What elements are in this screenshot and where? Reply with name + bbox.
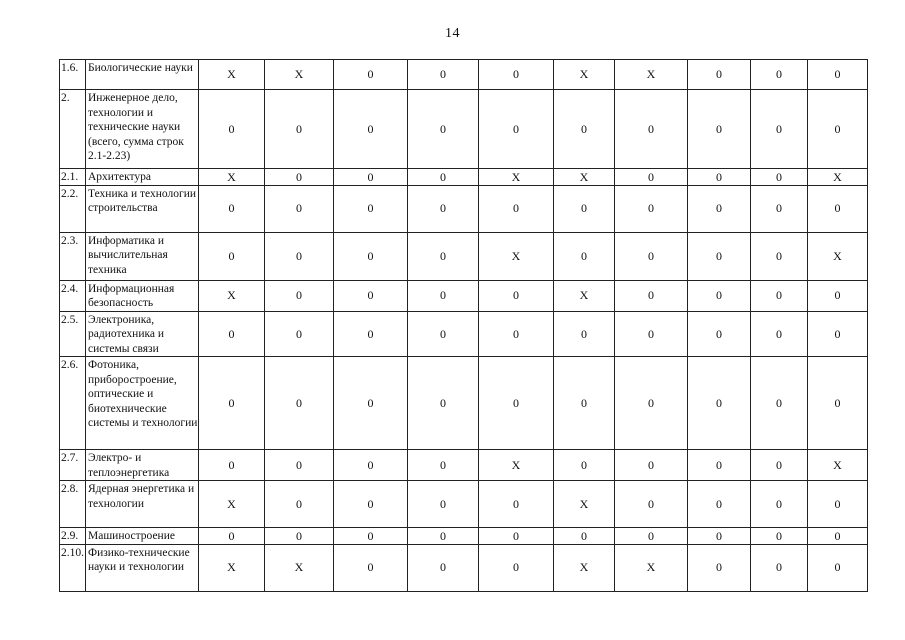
table-cell: 0 [408,185,479,232]
table-cell: 0 [334,544,408,591]
table-cell: 0 [199,450,265,481]
table-cell: 0 [751,280,808,311]
table-cell: 0 [688,481,751,528]
table-cell: 0 [334,357,408,450]
row-name: Биологические науки [86,60,199,90]
table-cell: 0 [688,60,751,90]
table-cell: 0 [615,357,688,450]
row-name: Техника и технологии строительства [86,185,199,232]
table-cell: 0 [688,357,751,450]
table-cell: 0 [688,311,751,357]
table-cell: 0 [479,185,554,232]
table-cell: 0 [688,90,751,169]
table-cell: 0 [808,60,868,90]
table-cell: 0 [615,185,688,232]
table-cell: 0 [615,450,688,481]
table-cell: 0 [479,481,554,528]
table-cell: 0 [408,169,479,186]
table-row [60,60,868,90]
table-cell: 0 [615,311,688,357]
table-cell: 0 [808,311,868,357]
table-cell: 0 [334,450,408,481]
table-cell: 0 [408,450,479,481]
table-cell: 0 [265,232,334,280]
table-cell: 0 [334,481,408,528]
table-cell: 0 [751,481,808,528]
row-name: Физико-технические науки и технологии [86,544,199,591]
table-cell: 0 [808,481,868,528]
table-cell: 0 [265,450,334,481]
table-cell: 0 [199,528,265,545]
table-cell: 0 [408,90,479,169]
table-cell: 0 [479,311,554,357]
table-cell: X [199,280,265,311]
table-row [60,528,868,545]
table-cell: 0 [265,280,334,311]
table-cell: 0 [808,528,868,545]
table-cell: 0 [265,169,334,186]
row-name: Инженерное дело, технологии и технические науки (всего, сумма строк 2.1-2.23) [86,90,199,169]
table-row [60,450,868,481]
table-cell: 0 [334,185,408,232]
table-cell: 0 [554,90,615,169]
table-cell: 0 [688,185,751,232]
table-cell: X [199,169,265,186]
table-cell: X [554,60,615,90]
row-name: Информационная безопасность [86,280,199,311]
table-cell: 0 [479,544,554,591]
data-table [59,59,868,592]
table-cell: 0 [751,357,808,450]
table-row [60,357,868,450]
table-cell: 0 [615,232,688,280]
table-cell: 0 [479,357,554,450]
table-row [60,169,868,186]
table-cell: 0 [808,357,868,450]
table-cell: 0 [808,280,868,311]
row-code: 2.9. [60,528,86,545]
row-name: Электро- и теплоэнергетика [86,450,199,481]
row-name: Архитектура [86,169,199,186]
table-cell: 0 [554,528,615,545]
table-cell: 0 [479,528,554,545]
row-code: 2.3. [60,232,86,280]
table-row [60,90,868,169]
table-cell: 0 [751,544,808,591]
table-cell: 0 [408,311,479,357]
row-code: 2.10. [60,544,86,591]
table-cell: 0 [688,169,751,186]
row-code: 2.1. [60,169,86,186]
table-cell: 0 [265,528,334,545]
table-cell: X [808,232,868,280]
table-cell: 0 [199,185,265,232]
table-cell: 0 [615,90,688,169]
table-cell: 0 [554,357,615,450]
table-cell: 0 [688,450,751,481]
table-cell: 0 [479,60,554,90]
table-cell: X [479,169,554,186]
table-cell: 0 [808,90,868,169]
table-cell: 0 [334,311,408,357]
table-cell: 0 [751,90,808,169]
table-cell: 0 [808,544,868,591]
row-name: Электроника, радиотехника и системы связи [86,311,199,357]
table-cell: 0 [408,280,479,311]
table-cell: 0 [334,90,408,169]
table-cell: 0 [688,528,751,545]
row-code: 2. [60,90,86,169]
row-code: 2.7. [60,450,86,481]
table-cell: 0 [615,481,688,528]
table-cell: X [808,169,868,186]
row-code: 2.5. [60,311,86,357]
table-cell: 0 [554,232,615,280]
row-code: 2.8. [60,481,86,528]
table-cell: 0 [688,544,751,591]
table-cell: X [554,280,615,311]
table-cell: 0 [751,528,808,545]
table-cell: 0 [199,357,265,450]
table-cell: 0 [408,232,479,280]
table-cell: 0 [688,232,751,280]
table-cell: 0 [751,311,808,357]
table-cell: 0 [334,169,408,186]
table-cell: 0 [408,60,479,90]
table-cell: 0 [554,311,615,357]
table-cell: X [265,60,334,90]
table-cell: 0 [265,311,334,357]
table-cell: X [554,481,615,528]
row-code: 2.4. [60,280,86,311]
table-cell: 0 [265,185,334,232]
row-name: Информатика и вычислительная техника [86,232,199,280]
table-cell: 0 [199,232,265,280]
table-cell: X [554,544,615,591]
table-cell: X [199,481,265,528]
table-cell: X [199,544,265,591]
table-cell: 0 [265,357,334,450]
table-cell: 0 [615,280,688,311]
table-cell: 0 [408,481,479,528]
row-name: Ядерная энергетика и технологии [86,481,199,528]
table-cell: 0 [615,528,688,545]
table-cell: 0 [265,90,334,169]
table-cell: 0 [688,280,751,311]
page-number: 14 [445,26,460,41]
table-cell: 0 [751,169,808,186]
table-cell: 0 [334,528,408,545]
table-row [60,481,868,528]
row-name: Фотоника, приборостроение, оптические и биотехнические системы и технологии [86,357,199,450]
table-cell: X [615,60,688,90]
table-cell: 0 [751,232,808,280]
row-code: 2.2. [60,185,86,232]
table-cell: 0 [808,185,868,232]
table-row [60,185,868,232]
table-cell: 0 [751,185,808,232]
table-cell: X [479,232,554,280]
table-cell: 0 [199,311,265,357]
table-cell: X [199,60,265,90]
table-cell: 0 [751,60,808,90]
table-row [60,544,868,591]
table-cell: 0 [408,528,479,545]
row-name: Машиностроение [86,528,199,545]
row-code: 2.6. [60,357,86,450]
table-cell: X [554,169,615,186]
table-cell: X [808,450,868,481]
table-cell: 0 [615,169,688,186]
table-cell: X [479,450,554,481]
table-row [60,311,868,357]
table-cell: X [615,544,688,591]
table-cell: X [265,544,334,591]
table-cell: 0 [265,481,334,528]
table-cell: 0 [334,280,408,311]
table-cell: 0 [554,185,615,232]
table-cell: 0 [479,280,554,311]
table-cell: 0 [751,450,808,481]
table-cell: 0 [408,357,479,450]
table-row [60,232,868,280]
table-cell: 0 [554,450,615,481]
table-cell: 0 [334,232,408,280]
table-row [60,280,868,311]
table-cell: 0 [479,90,554,169]
table-cell: 0 [199,90,265,169]
table-cell: 0 [334,60,408,90]
table-body [60,60,868,592]
row-code: 1.6. [60,60,86,90]
table-cell: 0 [408,544,479,591]
